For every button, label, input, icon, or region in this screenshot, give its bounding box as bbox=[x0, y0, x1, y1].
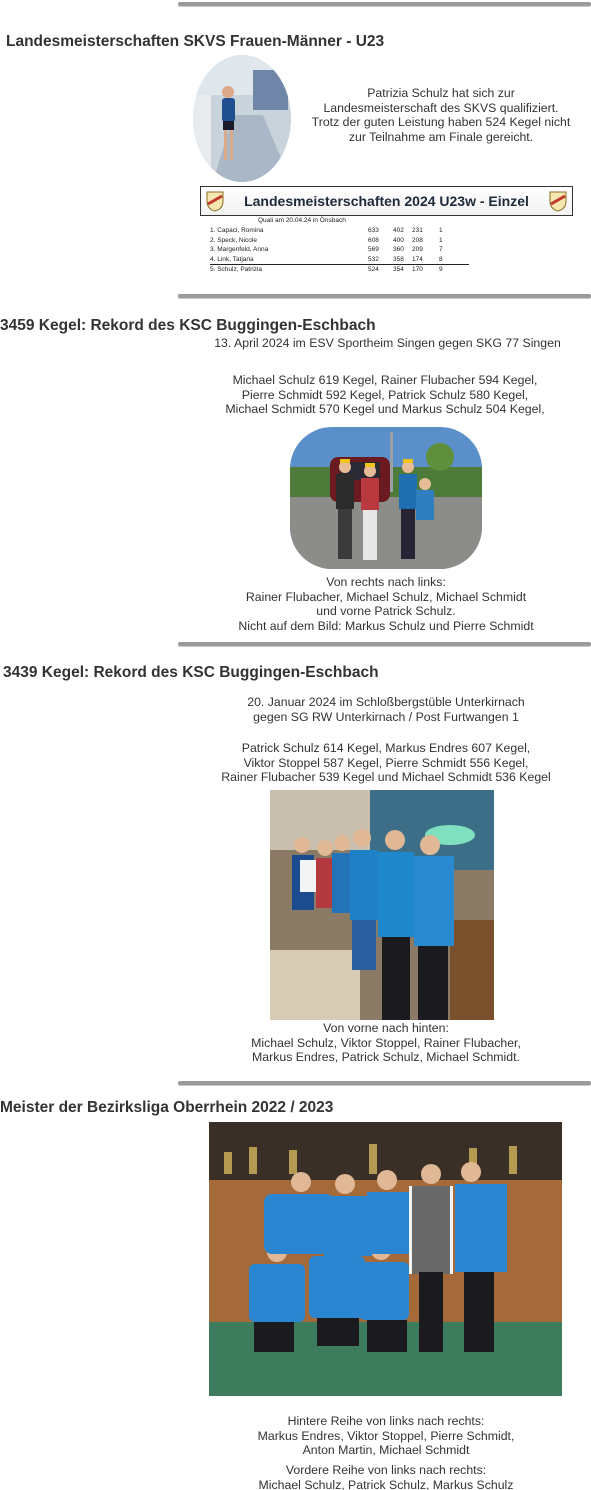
table-row bbox=[210, 226, 469, 236]
caption-line: Markus Endres, Viktor Stoppel, Pierre Schmidt, bbox=[257, 1428, 515, 1443]
total-score: 569 bbox=[368, 246, 379, 254]
photo-caption-unterkirnach bbox=[200, 1021, 572, 1065]
total-score: 633 bbox=[368, 227, 379, 235]
caption-line: Von rechts nach links: bbox=[326, 575, 446, 589]
results-table bbox=[210, 226, 469, 274]
clear-score: 174 bbox=[412, 255, 423, 263]
match-date bbox=[200, 695, 572, 724]
match-date: 13. April 2024 im ESV Sportheim Singen gegen SKG 77 Singen bbox=[214, 336, 561, 350]
full-score: 358 bbox=[393, 255, 404, 263]
caption-line: Nicht auf dem Bild: Markus Schulz und Pierre Schmidt bbox=[238, 618, 534, 633]
caption-line: Michael Schulz, Viktor Stoppel, Rainer Flubacher, bbox=[251, 1035, 521, 1050]
score-line: Patrick Schulz 614 Kegel, Markus Endres 607 Kegel, bbox=[241, 741, 531, 755]
full-score: 402 bbox=[393, 227, 404, 235]
caption-line: Rainer Flubacher, Michael Schulz, Michael Schmidt bbox=[245, 589, 527, 604]
divider bbox=[178, 294, 591, 298]
player-name: 2. Speck, Nicole bbox=[210, 236, 257, 244]
player-name: 4. Link, Tatjana bbox=[210, 255, 254, 263]
divider bbox=[178, 1081, 591, 1085]
score-line: Michael Schmidt 570 Kegel und Markus Schulz 504 Kegel, bbox=[225, 402, 545, 416]
score-line: Rainer Flubacher 539 Kegel und Michael Schmidt 536 Kegel bbox=[221, 770, 551, 784]
total-score: 524 bbox=[368, 264, 393, 274]
section-heading-rekord-3459: 3459 Kegel: Rekord des KSC Buggingen-Eschbach bbox=[0, 317, 376, 334]
miss-count: 9 bbox=[439, 264, 469, 274]
clear-score: 208 bbox=[412, 236, 423, 244]
caption-line: Anton Martin, Michael Schmidt bbox=[302, 1443, 470, 1457]
caption-line: und vorne Patrick Schulz. bbox=[316, 604, 456, 618]
miss-count: 8 bbox=[439, 255, 443, 263]
clear-score: 170 bbox=[412, 264, 439, 274]
section-heading-meister: Meister der Bezirksliga Oberrhein 2022 / 2023 bbox=[0, 1099, 334, 1116]
photo-patrizia-schulz bbox=[193, 55, 291, 182]
date-line: 20. Januar 2024 im Schloßbergstüble Unterkirnach bbox=[247, 695, 525, 709]
caption-line: Hintere Reihe von links nach rechts: bbox=[287, 1414, 485, 1428]
total-score: 608 bbox=[368, 236, 379, 244]
score-line: Michael Schulz 619 Kegel, Rainer Flubacher 594 Kegel, bbox=[232, 373, 538, 387]
full-score: 354 bbox=[393, 264, 412, 274]
full-score: 400 bbox=[393, 236, 404, 244]
divider bbox=[178, 2, 591, 6]
team-photo-unterkirnach bbox=[270, 790, 494, 1020]
caption-line: Michael Schulz, Patrick Schulz, Markus Schulz bbox=[258, 1477, 514, 1490]
photo-caption-singen bbox=[200, 575, 572, 633]
caption-line: Vordere Reihe von links nach rechts: bbox=[285, 1463, 487, 1477]
player-name: 1. Capaci, Romina bbox=[210, 227, 264, 235]
results-table-image bbox=[200, 186, 573, 278]
caption-line: Von vorne nach hinten: bbox=[323, 1021, 449, 1035]
crest-right-icon bbox=[548, 190, 568, 212]
player-scores bbox=[200, 373, 570, 417]
total-score: 532 bbox=[368, 255, 379, 263]
section-heading-landesmeisterschaften: Landesmeisterschaften SKVS Frauen-Männer - U23 bbox=[6, 33, 385, 50]
photo-caption-front-row bbox=[200, 1463, 572, 1490]
miss-count: 1 bbox=[439, 236, 443, 244]
clear-score: 231 bbox=[412, 227, 423, 235]
miss-count: 7 bbox=[439, 246, 443, 254]
miss-count: 1 bbox=[439, 227, 443, 235]
team-photo-singen bbox=[290, 427, 482, 569]
results-banner bbox=[200, 186, 573, 216]
table-row bbox=[210, 264, 469, 274]
caption-line: Markus Endres, Patrick Schulz, Michael Schmidt. bbox=[252, 1050, 520, 1064]
clear-score: 209 bbox=[412, 246, 423, 254]
player-name: 3. Margenfeld, Anna bbox=[210, 246, 269, 254]
date-line: gegen SG RW Unterkirnach / Post Furtwangen 1 bbox=[253, 709, 519, 724]
table-row bbox=[210, 236, 469, 246]
full-score: 360 bbox=[393, 246, 404, 254]
score-line: Pierre Schmidt 592 Kegel, Patrick Schulz 580 Kegel, bbox=[241, 387, 529, 402]
divider bbox=[178, 642, 591, 646]
score-line: Viktor Stoppel 587 Kegel, Pierre Schmidt 556 Kegel, bbox=[243, 755, 529, 770]
section-heading-rekord-3439: 3439 Kegel: Rekord des KSC Buggingen-Eschbach bbox=[3, 664, 379, 681]
table-row bbox=[210, 245, 469, 255]
photo-caption-back-row bbox=[200, 1414, 572, 1458]
qualification-text: Patrizia Schulz hat sich zur Landesmeisterschaft des SKVS qualifiziert. Trotz der guten Leistung haben 524 Kegel nicht zur Teilnahme am Finale gereicht. bbox=[311, 86, 571, 144]
crest-left-icon bbox=[205, 190, 225, 212]
player-scores bbox=[200, 741, 572, 785]
results-subtitle: Quali am 20.04.24 in Önsbach bbox=[258, 217, 346, 224]
results-title: Landesmeisterschaften 2024 U23w - Einzel bbox=[244, 193, 529, 209]
team-photo-meister bbox=[209, 1122, 562, 1396]
player-name: 5. Schulz, Patrizia bbox=[210, 264, 368, 274]
table-row bbox=[210, 255, 469, 265]
